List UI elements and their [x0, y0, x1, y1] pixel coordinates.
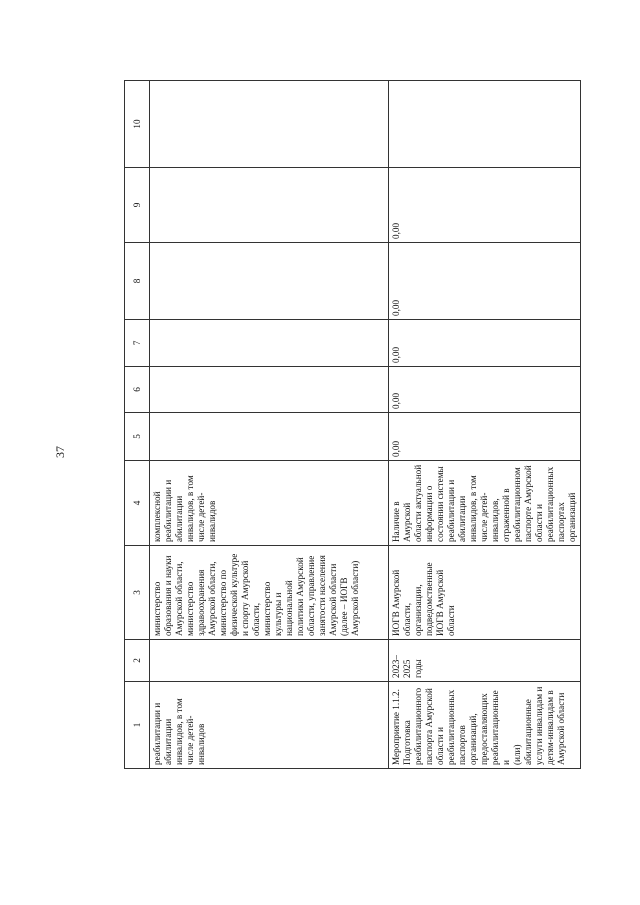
cell-value-9 — [150, 168, 389, 243]
cell-measure-name: реабилитации и абилитации инвалидов, в том числе детей- инвалидов — [150, 682, 389, 769]
header-row — [125, 81, 150, 769]
cell-responsible: министерство образования и науки Амурской области, министерство здравоохранения Амурской области, министерство по физической культуре и спорту Амурской области, министерство культуры и национальной политики Амурской области, управление занятости населения Амурской области (далее – ИОГВ Амурской области) — [150, 546, 389, 640]
program-table — [124, 80, 581, 769]
cell-measure-name: Мероприятие 1.1.2. Подготовка реабилитационного паспорта Амурской области и реабилитационных паспортов организаций, предоставляющих реабилитационные и (или) абилитационные услуги инвалидам и детям-инвалидам в Амурской области — [389, 682, 581, 769]
cell-value-10 — [389, 81, 581, 168]
col-header-4: 4 — [125, 461, 150, 546]
col-header-7: 7 — [125, 320, 150, 367]
cell-result: комплексной реабилитации и абилитации инвалидов, в том числе детей- инвалидов — [150, 461, 389, 546]
cell-value-5: 0,00 — [389, 413, 581, 461]
cell-period: 2023–2025 годы — [389, 640, 581, 682]
cell-value-5 — [150, 413, 389, 461]
cell-value-10 — [150, 81, 389, 168]
cell-value-6 — [150, 367, 389, 413]
col-header-1: 1 — [125, 682, 150, 769]
table-row — [389, 81, 581, 769]
cell-value-6: 0,00 — [389, 367, 581, 413]
table-row — [150, 81, 389, 769]
col-header-2: 2 — [125, 640, 150, 682]
cell-value-8 — [150, 243, 389, 320]
cell-value-7: 0,00 — [389, 320, 581, 367]
cell-value-9: 0,00 — [389, 168, 581, 243]
cell-result: Наличие в Амурской области актуальной информации о состоянии системы реабилитации и абилитации инвалидов, в том числе детей- инвалидов, отраженной в реабилитационном паспорте Амурской области и реабилитационных паспортах организаций — [389, 461, 581, 546]
cell-value-8: 0,00 — [389, 243, 581, 320]
cell-value-7 — [150, 320, 389, 367]
page-number: 37 — [53, 446, 67, 458]
col-header-5: 5 — [125, 413, 150, 461]
col-header-3: 3 — [125, 546, 150, 640]
col-header-9: 9 — [125, 168, 150, 243]
col-header-8: 8 — [125, 243, 150, 320]
cell-responsible: ИОГВ Амурской области, организации, подведомственные ИОГВ Амурской области — [389, 546, 581, 640]
cell-period — [150, 640, 389, 682]
col-header-6: 6 — [125, 367, 150, 413]
col-header-10: 10 — [125, 81, 150, 168]
rotated-table-area — [124, 81, 577, 769]
